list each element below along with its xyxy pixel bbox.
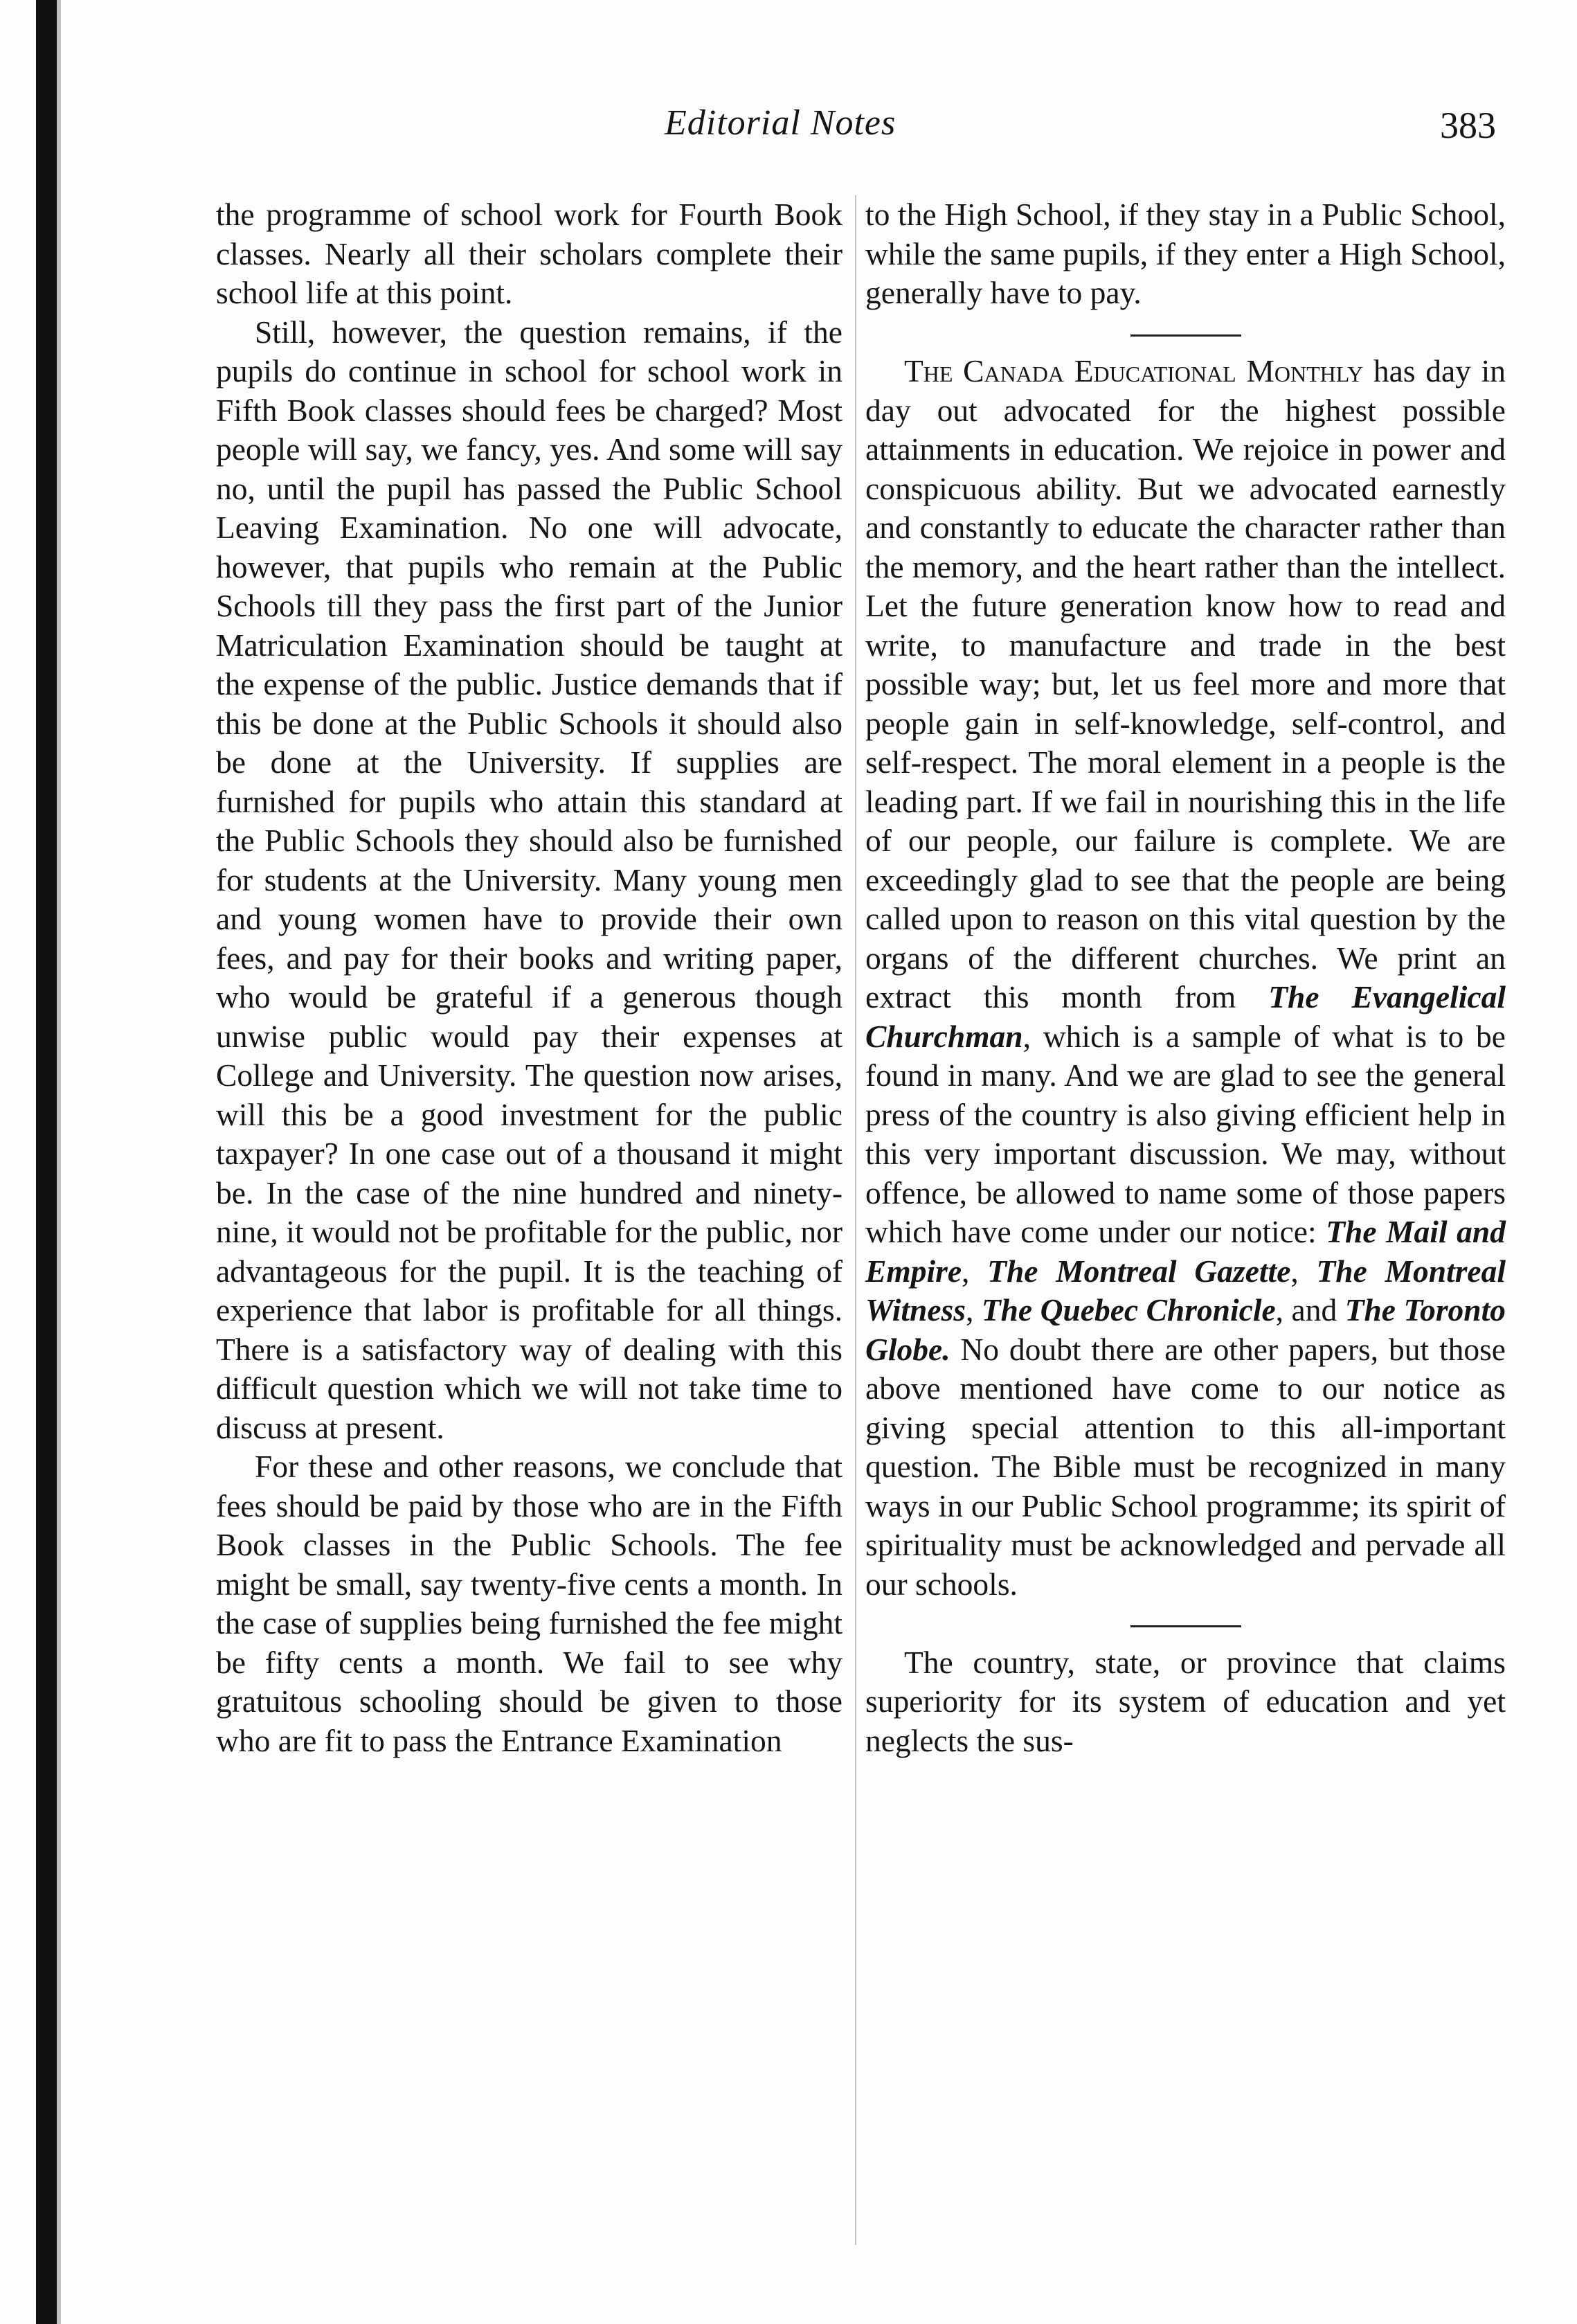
right-paragraph-2-text-a: has day in day out advocated for the highest possible attainments in education. We rejoice in power and conspicuous ability. But we advocated earnestly and constantly to educate the character rather than the memory, and the heart rather than the intellect. Let the future generation know how to read and write, to manufacture and trade in the best possible way; but, let us feel more and more that people gain in self-knowledge, self-control, and self-respect. The moral element in a people is the leading part. If we fail in nourishing this in the life of our people, our failure is complete. We are exceedingly glad to see that the people are being called upon to reason on this vital question by the organs of the different churches. We print an extract this month from	[865, 353, 1506, 1014]
right-paragraph-2-text-c: , and	[1275, 1292, 1345, 1328]
column-divider	[855, 195, 856, 2245]
paper-title-toronto-globe: The Toronto Globe.	[865, 1292, 1506, 1367]
page-number: 383	[1440, 105, 1496, 146]
separator-1: ,	[962, 1253, 988, 1289]
journal-name: The Canada Educational Monthly	[904, 353, 1364, 388]
left-paragraph-2: Still, however, the question remains, if the pupils do continue in school for school work in Fifth Book classes should fees be charged? Most people will say, we fancy, yes. And some will say no, until the pupil has passed the Public School Leaving Examination. No one will advocate, however, that pupils who remain at the Public Schools till they pass the first part of the Junior Matriculation Examination should be taught at the expense of the public. Justice demands that if this be done at the Public Schools it should also be done at the University. If supplies are furnished for pupils who attain this standard at the Public Schools they should also be furnished for students at the University. Many young men and young women have to provide their own fees, and pay for their books and writing paper, who would be grateful if a generous though unwise public would pay their expenses at College and University. The question now arises, will this be a good investment for the public taxpayer? In one case out of a thousand it might be. In the case of the nine hundred and ninety-nine, it would not be profitable for the public, nor advantageous for the pupil. It is the teaching of experience that labor is profitable for all things. There is a satisfactory way of dealing with this difficult question which we will not take time to discuss at present.	[216, 314, 842, 1445]
paper-title-montreal-witness: The Montreal Witness	[865, 1253, 1506, 1328]
paper-title-montreal-gazette: The Montreal Gazette	[987, 1253, 1291, 1289]
right-paragraph-2	[865, 352, 1506, 1604]
right-column	[865, 195, 1506, 1760]
section-rule-1	[865, 313, 1506, 352]
right-paragraph-3: The country, state, or province that claims superiority for its system of education and yet neglects the sus-	[865, 1644, 1506, 1758]
separator-3: ,	[965, 1292, 982, 1328]
page-binding-shadow	[57, 0, 61, 2324]
separator-2: ,	[1290, 1253, 1317, 1289]
left-paragraph-3: For these and other reasons, we conclude that fees should be paid by those who are in the Fifth Book classes in the Public Schools. The fee might be small, say twenty-five cents a month. In the case of supplies being furnished the fee might be fifty cents a month. We fail to see why gratuitous schooling should be given to those who are fit to pass the Entrance Examination	[216, 1449, 842, 1758]
paper-title-mail-empire: The Mail and Empire	[865, 1214, 1506, 1289]
left-column	[216, 195, 842, 1760]
paper-title-quebec-chronicle: The Quebec Chronicle	[981, 1292, 1276, 1328]
page-binding-edge	[36, 0, 57, 2324]
right-paragraph-2-text-d: No doubt there are other papers, but those above mentioned have come to our notice as giving special attention to this all-important question. The Bible must be recognized in many ways in our Public School programme; its spirit of spirituality must be acknowledged and pervade all our schools.	[865, 1331, 1506, 1602]
paper-title-evangelical-churchman: The Evangelical Churchman	[865, 979, 1506, 1054]
right-paragraph-2-text-b: , which is a sample of what is to be found in many. And we are glad to see the general press of the country is also giving efficient help in this very important discussion. We may, without offence, be allowed to name some of those papers which have come under our notice:	[865, 1018, 1506, 1249]
section-rule-2	[865, 1604, 1506, 1643]
left-paragraph-1: the programme of school work for Fourth Book classes. Nearly all their scholars complete their school life at this point.	[216, 197, 842, 310]
running-header-title: Editorial Notes	[665, 103, 896, 143]
right-paragraph-1: to the High School, if they stay in a Public School, while the same pupils, if they enter a High School, generally have to pay.	[865, 197, 1506, 310]
